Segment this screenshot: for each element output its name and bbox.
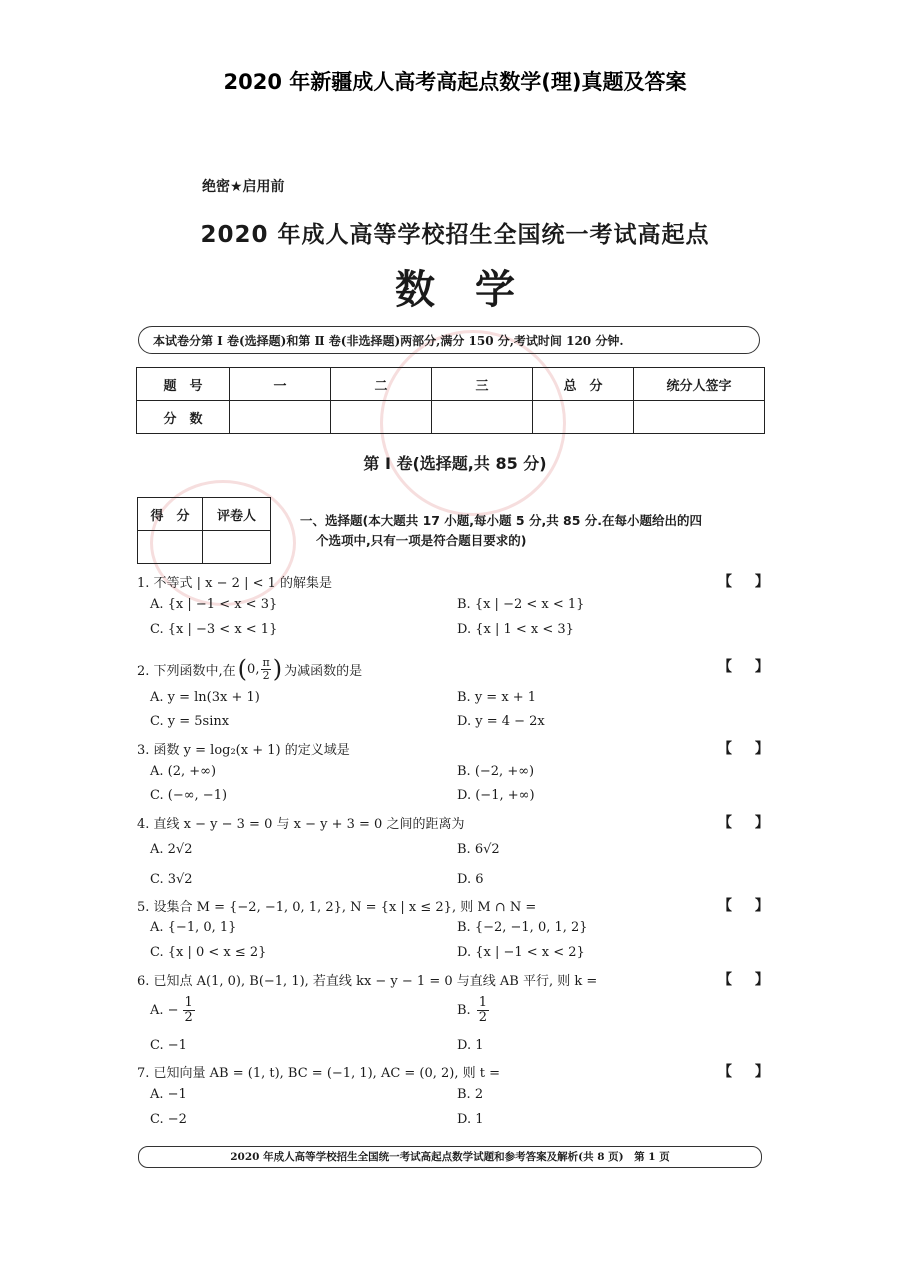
question-2-stem-pre: 2. 下列函数中,在	[137, 663, 236, 679]
score-table-cell: 分 数	[137, 401, 230, 434]
fraction-numerator: 1	[184, 995, 193, 1010]
option-a-prefix: A. −	[150, 1003, 179, 1018]
exam-instructions-banner: 本试卷分第 Ⅰ 卷(选择题)和第 Ⅱ 卷(非选择题)两部分,满分 150 分,考试时间 120 分钟.	[138, 326, 760, 354]
subject-title: 数 学	[395, 267, 515, 313]
question-4-stem: 4. 直线 x − y − 3 = 0 与 x − y + 3 = 0 之间的距离为	[137, 817, 465, 832]
option-d: D. {x | −1 < x < 2}	[457, 945, 585, 960]
question-7-stem: 7. 已知向量 AB = (1, t), BC = (−1, 1), AC = (0, 2), 则 t =	[137, 1066, 501, 1081]
option-d: D. y = 4 − 2x	[457, 714, 545, 729]
answer-bracket[interactable]: 【 】	[718, 1064, 769, 1080]
score-table-cell: 总 分	[533, 368, 634, 401]
option-b	[457, 996, 489, 1025]
score-table-cell: 统分人签字	[634, 368, 765, 401]
fraction-denominator: 2	[184, 1010, 193, 1025]
page-footer: 2020 年成人高等学校招生全国统一考试高起点数学试题和参考答案及解析(共 8 页) 第 1 页	[138, 1146, 762, 1168]
option-b: B. 2	[457, 1087, 484, 1102]
part-title: 第 Ⅰ 卷(选择题,共 85 分)	[363, 454, 547, 473]
score-blank-cell[interactable]	[533, 401, 634, 434]
option-a: A. {−1, 0, 1}	[150, 920, 237, 935]
score-blank-cell[interactable]	[432, 401, 533, 434]
score-blank-cell[interactable]	[230, 401, 331, 434]
score-table-header-row	[137, 368, 765, 401]
option-c: C. −1	[150, 1038, 187, 1053]
fraction-numerator: 1	[478, 995, 487, 1010]
exam-title: 2020 年成人高等学校招生全国统一考试高起点	[200, 222, 710, 248]
score-blank-cell[interactable]	[634, 401, 765, 434]
option-c: C. (−∞, −1)	[150, 788, 228, 803]
section-heading-line: 一、选择题(本大题共 17 小题,每小题 5 分,共 85 分.在每小题给出的四	[300, 513, 703, 528]
fraction-numerator: π	[262, 655, 270, 669]
section-heading	[300, 511, 760, 551]
score-table-cell: 题 号	[137, 368, 230, 401]
question-5-stem: 5. 设集合 M = {−2, −1, 0, 1, 2}, N = {x | x ≤ 2}, 则 M ∩ N =	[137, 900, 537, 915]
score-blank-cell[interactable]	[331, 401, 432, 434]
option-b-prefix: B.	[457, 1003, 471, 1018]
answer-bracket[interactable]: 【 】	[718, 741, 769, 757]
option-d: D. {x | 1 < x < 3}	[457, 622, 574, 637]
question-1-stem: 1. 不等式 | x − 2 | < 1 的解集是	[137, 576, 333, 591]
option-b: B. {−2, −1, 0, 1, 2}	[457, 920, 588, 935]
fraction	[261, 657, 270, 682]
option-c: C. {x | 0 < x ≤ 2}	[150, 945, 267, 960]
left-paren: (	[237, 655, 248, 683]
grader-blank-cell[interactable]	[203, 531, 271, 564]
fraction	[477, 996, 489, 1025]
document-title: 2020 年新疆成人高考高起点数学(理)真题及答案	[223, 70, 687, 94]
option-a: A. (2, +∞)	[150, 764, 217, 779]
score-table	[136, 367, 765, 434]
option-a	[150, 996, 195, 1025]
score-table-score-row	[137, 401, 765, 434]
fraction	[183, 996, 195, 1025]
question-3-stem: 3. 函数 y = log₂(x + 1) 的定义域是	[137, 743, 350, 758]
question-2-stem-post: 为减函数的是	[284, 663, 363, 679]
confidential-mark: 绝密★启用前	[202, 179, 285, 195]
answer-bracket[interactable]: 【 】	[718, 659, 769, 675]
section-heading-line: 个选项中,只有一项是符合题目要求的)	[316, 533, 527, 548]
option-c: C. y = 5sinx	[150, 714, 230, 729]
grader-score-label: 得 分	[138, 498, 203, 531]
option-b: B. (−2, +∞)	[457, 764, 535, 779]
grader-table	[137, 497, 271, 564]
option-d: D. 6	[457, 872, 484, 887]
answer-bracket[interactable]: 【 】	[718, 972, 769, 988]
score-table-cell: 三	[432, 368, 533, 401]
right-paren: )	[272, 655, 283, 683]
option-a: A. 2√2	[150, 842, 193, 857]
option-b: B. y = x + 1	[457, 690, 537, 705]
interval-left: 0,	[247, 661, 260, 677]
option-a: A. y = ln(3x + 1)	[150, 690, 260, 705]
option-c: C. {x | −3 < x < 1}	[150, 622, 278, 637]
option-c: C. −2	[150, 1112, 187, 1127]
answer-bracket[interactable]: 【 】	[718, 815, 769, 831]
score-table-cell: 二	[331, 368, 432, 401]
option-d: D. 1	[457, 1112, 484, 1127]
fraction-denominator: 2	[478, 1010, 487, 1025]
answer-bracket[interactable]: 【 】	[718, 574, 769, 590]
score-table-cell: 一	[230, 368, 331, 401]
option-a: A. −1	[150, 1087, 187, 1102]
option-b: B. {x | −2 < x < 1}	[457, 597, 585, 612]
grader-reviewer-label: 评卷人	[203, 498, 271, 531]
option-a: A. {x | −1 < x < 3}	[150, 597, 278, 612]
option-c: C. 3√2	[150, 872, 193, 887]
option-b: B. 6√2	[457, 842, 500, 857]
fraction-denominator: 2	[262, 668, 270, 682]
question-2-stem	[137, 655, 362, 683]
option-d: D. (−1, +∞)	[457, 788, 535, 803]
option-d: D. 1	[457, 1038, 484, 1053]
question-6-stem: 6. 已知点 A(1, 0), B(−1, 1), 若直线 kx − y − 1 = 0 与直线 AB 平行, 则 k =	[137, 974, 598, 989]
answer-bracket[interactable]: 【 】	[718, 898, 769, 914]
grader-blank-cell[interactable]	[138, 531, 203, 564]
